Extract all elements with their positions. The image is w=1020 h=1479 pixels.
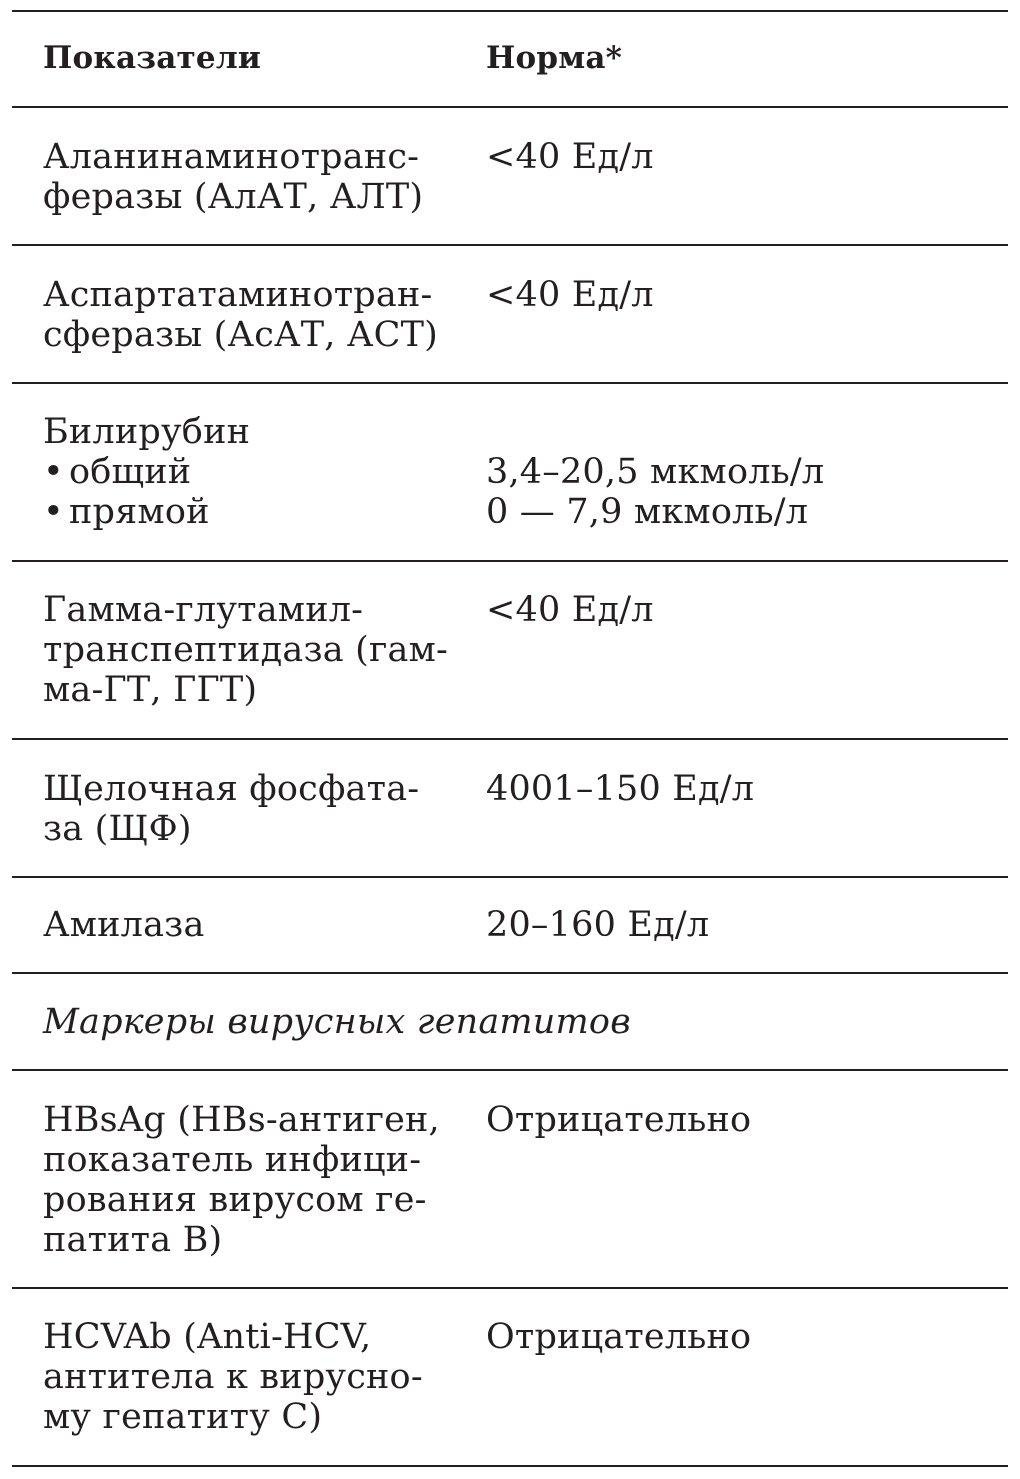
indicator-line: рования вирусом ге- — [43, 1180, 427, 1220]
bullet-icon: • — [43, 492, 64, 532]
row-divider — [12, 1069, 1008, 1071]
bullet-icon: • — [43, 452, 64, 492]
row-divider — [12, 244, 1008, 246]
indicator-line: му гепатиту С) — [43, 1397, 323, 1437]
indicator-line: Аспартатаминотран- — [43, 275, 433, 315]
table-row-hbsag-norm: Отрицательно — [486, 1100, 752, 1140]
row-divider — [12, 560, 1008, 562]
indicator-line: за (ЩФ) — [43, 809, 192, 849]
subitem-label: прямой — [69, 492, 210, 532]
table-row-bilirubin-norm — [486, 452, 824, 532]
table-row-amylase-norm: 20–160 Ед/л — [486, 905, 710, 945]
indicator-line: Гамма-глутамил- — [43, 590, 364, 630]
section-title-viral-hepatitis-markers: Маркеры вирусных гепатитов — [43, 1002, 631, 1042]
table-row-ggt-norm: <40 Ед/л — [486, 590, 654, 630]
norm-total: 3,4–20,5 мкмоль/л — [486, 452, 825, 492]
indicator-line: патита В) — [43, 1220, 223, 1260]
indicator-line: антитела к вирусно- — [43, 1357, 423, 1397]
table-row-bilirubin-indicator — [43, 412, 250, 532]
table-row-alt-indicator — [43, 137, 423, 217]
indicator-line: ма-ГТ, ГГТ) — [43, 670, 258, 710]
row-divider — [12, 738, 1008, 740]
header-bottom-rule — [12, 106, 1008, 108]
indicator-line: Билирубин — [43, 412, 251, 452]
table-row-alp-norm: 4001–150 Ед/л — [486, 769, 755, 809]
norm-direct: 0 — 7,9 мкмоль/л — [486, 492, 809, 532]
indicator-line: HBsAg (HBs-антиген, — [43, 1100, 440, 1140]
table-row-amylase-indicator: Амилаза — [43, 905, 205, 945]
table-row-ggt-indicator — [43, 590, 448, 710]
indicator-line: показатель инфици- — [43, 1140, 422, 1180]
table-row-ast-norm: <40 Ед/л — [486, 275, 654, 315]
table-row-hcvab-indicator — [43, 1317, 423, 1437]
bilirubin-subitem-total — [43, 452, 250, 492]
table-row-ast-indicator — [43, 275, 438, 355]
row-divider — [12, 382, 1008, 384]
indicator-line: феразы (АлАТ, АЛТ) — [43, 177, 424, 217]
indicator-line: транспептидаза (гам- — [43, 630, 449, 670]
column-header-norm: Норма* — [486, 40, 623, 76]
indicator-line: Щелочная фосфата- — [43, 769, 420, 809]
table-bottom-rule — [12, 1465, 1008, 1467]
table-row-alp-indicator — [43, 769, 419, 849]
column-header-indicator: Показатели — [43, 40, 262, 76]
table-top-rule — [12, 10, 1008, 12]
row-divider — [12, 1287, 1008, 1289]
row-divider — [12, 876, 1008, 878]
subitem-label: общий — [69, 452, 192, 492]
table-row-alt-norm: <40 Ед/л — [486, 137, 654, 177]
bilirubin-subitem-direct — [43, 492, 250, 532]
indicator-line: Аланинаминотранс- — [43, 137, 420, 177]
table-row-hbsag-indicator — [43, 1100, 440, 1260]
indicator-line: HCVAb (Anti-HCV, — [43, 1317, 372, 1357]
row-divider — [12, 972, 1008, 974]
indicator-line: сферазы (АсАТ, АСТ) — [43, 315, 439, 355]
table-row-hcvab-norm: Отрицательно — [486, 1317, 752, 1357]
